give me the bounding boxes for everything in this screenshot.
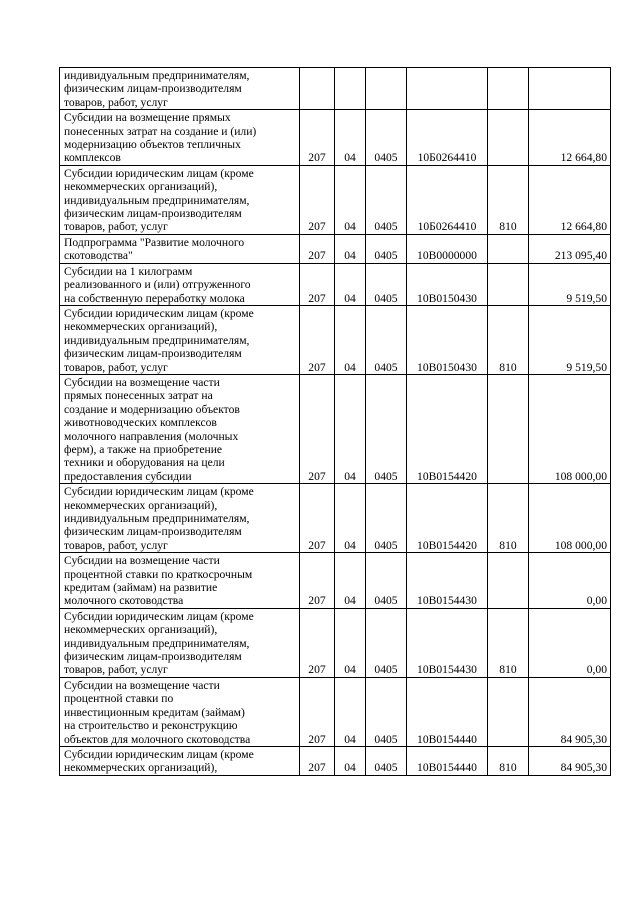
item-name-line: некоммерческих организаций), [64,180,218,194]
item-name-line: модернизацию объектов тепличных [64,138,241,152]
cell-target-article: 10В0154420 [407,484,488,553]
cell-target-article: 10В0154430 [407,553,488,609]
cell-subsection-code: 0405 [366,263,407,305]
item-name-line: на строительство и реконструкцию [64,719,238,733]
cell-expense-type [488,553,529,609]
cell-item-name [60,608,300,677]
cell-subsection-code: 0405 [366,553,407,609]
table-row [60,68,611,110]
item-name-line: Субсидии на возмещение прямых [64,111,231,125]
cell-subsection-code: 0405 [366,374,407,483]
item-name-line: индивидуальным предпринимателям, [64,512,250,525]
cell-section-code: 04 [335,374,366,483]
cell-target-article: 10В0150430 [407,263,488,305]
item-name-line: ферм), а также на приобретение [64,442,223,456]
item-name-line: Субсидии на возмещение части [64,375,220,389]
cell-subsection-code: 0405 [366,608,407,677]
cell-ministry-code: 207 [300,374,335,483]
item-name-line: Подпрограмма "Развитие молочного [64,235,245,249]
cell-section-code: 04 [335,305,366,374]
cell-subsection-code [366,68,407,110]
item-name-line: техники и оборудования на цели [64,456,225,470]
item-name-line: физическим лицам-производителям [64,650,242,664]
cell-expense-type [488,110,529,166]
cell-subsection-code: 0405 [366,305,407,374]
cell-ministry-code: 207 [300,110,335,166]
table-row [60,165,611,234]
item-name-line: процентной ставки по [64,692,174,706]
cell-expense-type [488,263,529,305]
cell-expense-type: 810 [488,484,529,553]
item-name-line: кредитам (займам) на развитие [64,581,218,595]
cell-item-name [60,553,300,609]
table-row [60,263,611,305]
item-name-line: Субсидии юридическим лицам (кроме [64,609,254,623]
item-name-line: реализованного и (или) отгруженного [64,278,251,292]
cell-ministry-code: 207 [300,165,335,234]
cell-item-name [60,374,300,483]
cell-subsection-code: 0405 [366,746,407,775]
cell-ministry-code: 207 [300,305,335,374]
cell-amount: 84 905,30 [529,746,611,775]
cell-target-article: 10В0154440 [407,677,488,746]
item-name-line: индивидуальным предпринимателям, [64,69,250,82]
cell-ministry-code: 207 [300,677,335,746]
cell-section-code [335,68,366,110]
item-name-line: товаров, работ, услуг [64,220,168,234]
item-name-line: физическим лицам-производителям [64,347,242,361]
item-name-line: объектов для молочного скотоводства [64,732,251,746]
item-name-line: Субсидии юридическим лицам (кроме [64,306,254,320]
item-name-line: индивидуальным предпринимателям, [64,636,250,650]
cell-amount: 0,00 [529,608,611,677]
cell-section-code: 04 [335,484,366,553]
item-name-line: Субсидии юридическим лицам (кроме [64,747,254,761]
cell-item-name [60,110,300,166]
item-name-line: Субсидии юридическим лицам (кроме [64,166,254,180]
cell-item-name [60,305,300,374]
cell-ministry-code: 207 [300,234,335,263]
item-name-line: некоммерческих организаций), [64,498,218,512]
cell-section-code: 04 [335,110,366,166]
table-row [60,374,611,483]
item-name-line: животноводческих комплексов [64,416,217,430]
cell-target-article: 10Б0264410 [407,110,488,166]
cell-section-code: 04 [335,165,366,234]
table-row [60,484,611,553]
cell-expense-type [488,677,529,746]
cell-amount: 12 664,80 [529,165,611,234]
cell-amount: 108 000,00 [529,374,611,483]
cell-ministry-code: 207 [300,746,335,775]
cell-target-article [407,68,488,110]
item-name-line: физическим лицам-производителям [64,82,242,96]
item-name-line: на собственную переработку молока [64,291,245,305]
item-name-line: некоммерческих организаций), [64,761,218,775]
item-name-line: Субсидии на возмещение части [64,678,220,692]
cell-expense-type: 810 [488,165,529,234]
budget-table [59,67,611,776]
item-name-line: товаров, работ, услуг [64,360,168,374]
cell-item-name [60,234,300,263]
cell-expense-type: 810 [488,746,529,775]
table-row [60,110,611,166]
item-name-line: индивидуальным предпринимателям, [64,193,250,207]
table-row [60,746,611,775]
item-name-line: понесенных затрат на создание и (или) [64,124,257,138]
cell-section-code: 04 [335,553,366,609]
item-name-line: Субсидии на 1 килограмм [64,264,193,278]
item-name-line: Субсидии юридическим лицам (кроме [64,485,254,499]
item-name-line: инвестиционным кредитам (займам) [64,705,245,719]
cell-amount: 108 000,00 [529,484,611,553]
cell-target-article: 10Б0264410 [407,165,488,234]
cell-amount [529,68,611,110]
cell-ministry-code: 207 [300,553,335,609]
cell-amount: 9 519,50 [529,305,611,374]
cell-section-code: 04 [335,263,366,305]
cell-expense-type: 810 [488,305,529,374]
cell-expense-type [488,68,529,110]
cell-item-name [60,677,300,746]
item-name-line: процентной ставки по краткосрочным [64,567,253,581]
cell-amount: 12 664,80 [529,110,611,166]
cell-item-name [60,484,300,553]
cell-target-article: 10В0154420 [407,374,488,483]
item-name-line: физическим лицам-производителям [64,207,242,221]
cell-ministry-code: 207 [300,608,335,677]
table-row [60,677,611,746]
item-name-line: товаров, работ, услуг [64,663,168,677]
cell-expense-type [488,234,529,263]
cell-item-name [60,746,300,775]
cell-amount: 84 905,30 [529,677,611,746]
cell-section-code: 04 [335,746,366,775]
cell-amount: 213 095,40 [529,234,611,263]
cell-target-article: 10В0150430 [407,305,488,374]
cell-item-name [60,263,300,305]
cell-item-name [60,68,300,110]
item-name-line: молочного скотоводства [64,594,184,608]
cell-section-code: 04 [335,608,366,677]
cell-amount: 0,00 [529,553,611,609]
item-name-line: предоставления субсидии [64,469,192,483]
cell-subsection-code: 0405 [366,110,407,166]
cell-item-name [60,165,300,234]
cell-ministry-code: 207 [300,484,335,553]
cell-ministry-code [300,68,335,110]
cell-expense-type [488,374,529,483]
item-name-line: товаров, работ, услуг [64,538,168,552]
budget-table-body [60,68,611,776]
cell-subsection-code: 0405 [366,234,407,263]
cell-subsection-code: 0405 [366,677,407,746]
table-row [60,234,611,263]
table-row [60,553,611,609]
item-name-line: Субсидии на возмещение части [64,554,220,568]
cell-subsection-code: 0405 [366,165,407,234]
cell-target-article: 10В0000000 [407,234,488,263]
cell-target-article: 10В0154430 [407,608,488,677]
table-row [60,305,611,374]
item-name-line: физическим лицам-производителям [64,525,242,539]
item-name-line: товаров, работ, услуг [64,95,168,109]
item-name-line: индивидуальным предпринимателям, [64,333,250,347]
item-name-line: комплексов [64,151,121,165]
cell-section-code: 04 [335,677,366,746]
table-row [60,608,611,677]
cell-section-code: 04 [335,234,366,263]
item-name-line: прямых понесенных затрат на [64,389,213,403]
cell-expense-type: 810 [488,608,529,677]
item-name-line: создание и модернизацию объектов [64,402,240,416]
cell-subsection-code: 0405 [366,484,407,553]
item-name-line: некоммерческих организаций), [64,320,218,334]
cell-ministry-code: 207 [300,263,335,305]
item-name-line: молочного направления (молочных [64,429,239,443]
item-name-line: некоммерческих организаций), [64,623,218,637]
item-name-line: скотоводства" [64,249,133,263]
cell-target-article: 10В0154440 [407,746,488,775]
cell-amount: 9 519,50 [529,263,611,305]
